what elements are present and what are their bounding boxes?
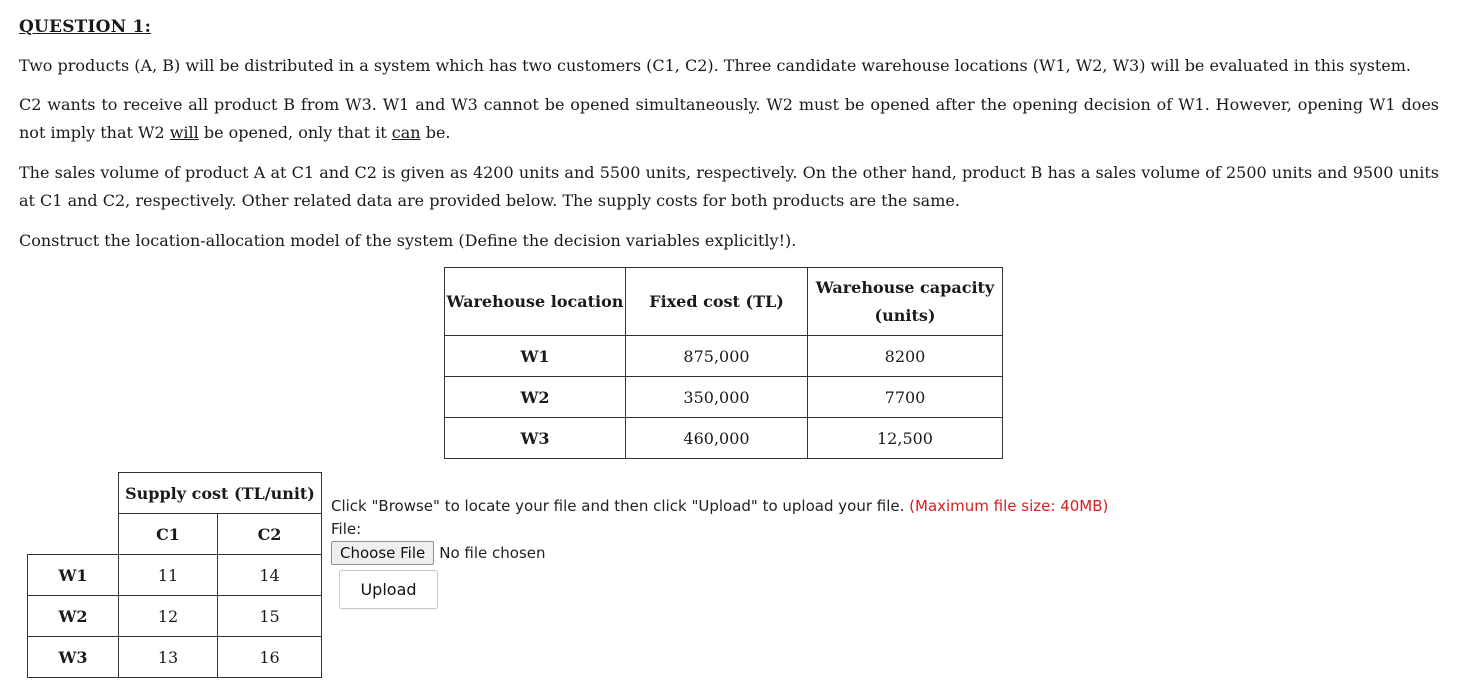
row-label: W3: [28, 637, 119, 678]
supply-table-header: [28, 514, 322, 555]
upload-button[interactable]: Upload: [339, 570, 438, 609]
header-capacity-line2: (units): [874, 305, 936, 325]
capacity-cell: 8200: [808, 336, 1003, 377]
supply-cost-title: Supply cost (TL/unit): [119, 473, 322, 514]
table-row: [28, 596, 322, 637]
question-block: [19, 0, 1439, 255]
upload-instruction: Click "Browse" to locate your file and then click "Upload" to upload your file.: [331, 497, 905, 515]
empty-corner: [28, 473, 119, 514]
no-file-chosen: No file chosen: [439, 544, 546, 562]
supply-cost-table: [27, 472, 322, 678]
table-row: [28, 637, 322, 678]
cost-cell: 16: [218, 637, 322, 678]
paragraph-constraints: [19, 91, 1439, 147]
warehouse-cell: W2: [445, 377, 626, 418]
warehouse-cell: W1: [445, 336, 626, 377]
cost-cell: 13: [119, 637, 218, 678]
header-warehouse-location: Warehouse location: [445, 268, 626, 336]
warehouse-cell: W3: [445, 418, 626, 459]
header-capacity-line1: Warehouse capacity: [815, 277, 995, 297]
fixed-cost-cell: 460,000: [626, 418, 808, 459]
warehouse-table-header: [445, 268, 1003, 336]
paragraph-sales: The sales volume of product A at C1 and C2 is given as 4200 units and 5500 units, respectively. On the other hand, product B has a sales volume of 2500 units and 9500 units at C1 and C2, respectively. Other related data are provided below. The supply costs for both products are the same.: [19, 163, 1439, 210]
header-c1: C1: [119, 514, 218, 555]
table-row: [445, 336, 1003, 377]
header-warehouse-capacity: [808, 268, 1003, 336]
fixed-cost-cell: 350,000: [626, 377, 808, 418]
empty-corner-2: [28, 514, 119, 555]
choose-file-button[interactable]: Choose File: [331, 541, 434, 565]
cost-cell: 11: [119, 555, 218, 596]
file-label: File:: [331, 520, 362, 538]
table-row: [445, 418, 1003, 459]
upload-section: [331, 494, 1108, 609]
supply-table-title-row: [28, 473, 322, 514]
header-fixed-cost: Fixed cost (TL): [626, 268, 808, 336]
underlined-will: will: [169, 123, 199, 142]
cost-cell: 12: [119, 596, 218, 637]
fixed-cost-cell: 875,000: [626, 336, 808, 377]
paragraph-task: Construct the location-allocation model of the system (Define the decision variables explicitly!).: [19, 231, 797, 250]
capacity-cell: 7700: [808, 377, 1003, 418]
paragraph-constraints-text-2: be opened, only that it: [198, 123, 392, 142]
header-c2: C2: [218, 514, 322, 555]
warehouse-table: [444, 267, 1003, 459]
max-file-size: (Maximum file size: 40MB): [909, 497, 1109, 515]
cost-cell: 15: [218, 596, 322, 637]
row-label: W2: [28, 596, 119, 637]
row-label: W1: [28, 555, 119, 596]
upload-instruction-line: [331, 494, 1108, 518]
paragraph-constraints-text: C2 wants to receive all product B from W3. W1 and W3 cannot be opened simultaneously. W2 must be opened after the opening decision of W1. However, opening W1 does not imply that W2: [19, 95, 1439, 142]
underlined-can: can: [391, 123, 421, 142]
table-row: [445, 377, 1003, 418]
table-row: [28, 555, 322, 596]
cost-cell: 14: [218, 555, 322, 596]
question-title: QUESTION 1:: [19, 17, 152, 37]
paragraph-products: Two products (A, B) will be distributed in a system which has two customers (C1, C2). Three candidate warehouse locations (W1, W2, W3) will be evaluated in this system.: [19, 56, 1411, 75]
capacity-cell: 12,500: [808, 418, 1003, 459]
file-input-row: [331, 541, 1108, 565]
paragraph-constraints-text-3: be.: [420, 123, 451, 142]
